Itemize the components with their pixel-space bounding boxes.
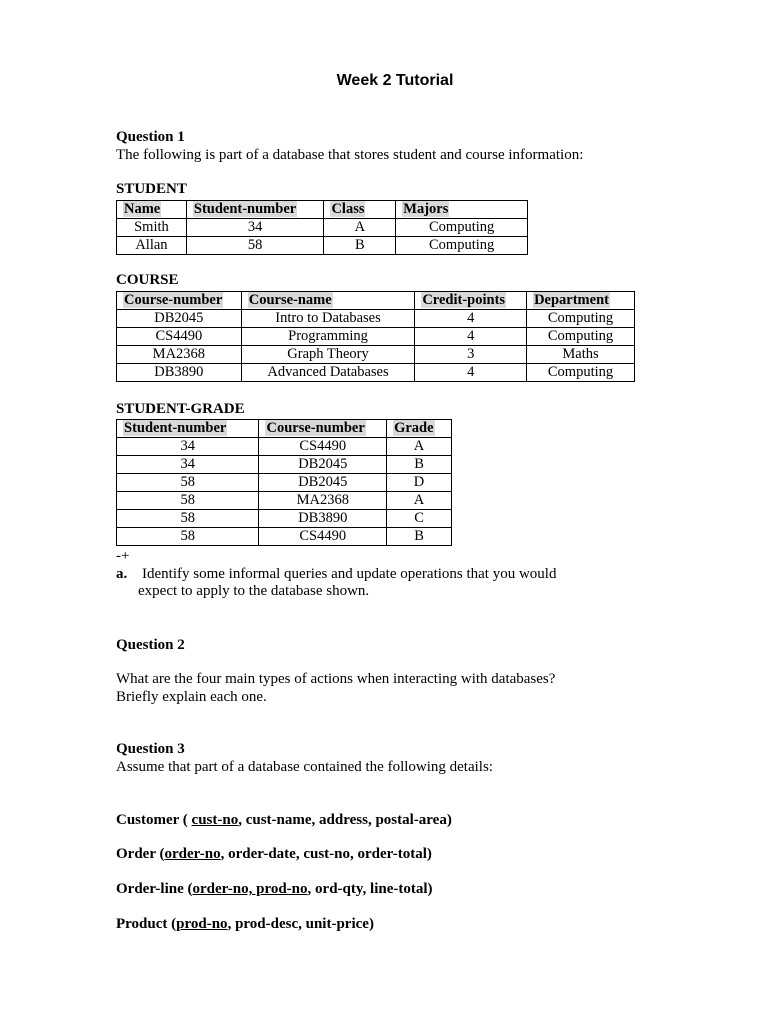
order-relation: Order (order-no, order-date, cust-no, order-total) <box>116 846 432 862</box>
table-cell: Computing <box>396 237 528 255</box>
table-row <box>117 492 452 510</box>
table-cell: B <box>387 528 452 546</box>
item-a-line-1: Identify some informal queries and update operations that you would <box>142 566 557 582</box>
column-header: Course-name <box>241 292 415 310</box>
table-header-row <box>117 201 528 219</box>
table-cell: 34 <box>186 219 324 237</box>
question-2-line-1: What are the four main types of actions when interacting with databases? <box>116 671 556 687</box>
student-grade-table <box>116 419 452 546</box>
table-cell: A <box>387 492 452 510</box>
table-cell: 4 <box>415 364 527 382</box>
column-header: Department <box>527 292 635 310</box>
table-cell: CS4490 <box>259 438 387 456</box>
table-row <box>117 510 452 528</box>
table-row <box>117 310 635 328</box>
table-cell: Smith <box>117 219 187 237</box>
table-cell: DB3890 <box>117 364 242 382</box>
table-cell: 3 <box>415 346 527 364</box>
column-header: Course-number <box>117 292 242 310</box>
question-1-item-a <box>116 566 556 600</box>
column-header: Name <box>117 201 187 219</box>
column-header: Student-number <box>186 201 324 219</box>
table-cell: MA2368 <box>259 492 387 510</box>
column-header: Student-number <box>117 420 259 438</box>
table-cell: 58 <box>117 528 259 546</box>
question-3-intro: Assume that part of a database contained the following details: <box>116 759 493 775</box>
table-cell: 34 <box>117 438 259 456</box>
course-table <box>116 291 635 382</box>
table-cell: Maths <box>527 346 635 364</box>
table-cell: DB2045 <box>259 474 387 492</box>
table-cell: Computing <box>396 219 528 237</box>
table-cell: B <box>324 237 396 255</box>
table-row <box>117 328 635 346</box>
column-header: Majors <box>396 201 528 219</box>
item-marker: a. <box>116 566 128 582</box>
column-header: Class <box>324 201 396 219</box>
page-title: Week 2 Tutorial <box>336 72 454 89</box>
table-row <box>117 364 635 382</box>
question-2-line-2: Briefly explain each one. <box>116 689 267 705</box>
table-cell: C <box>387 510 452 528</box>
table-cell: A <box>387 438 452 456</box>
table-cell: Computing <box>527 364 635 382</box>
table-cell: CS4490 <box>117 328 242 346</box>
table-cell: Computing <box>527 328 635 346</box>
table-cell: DB3890 <box>259 510 387 528</box>
product-relation: Product (prod-no, prod-desc, unit-price) <box>116 916 374 932</box>
table-cell: DB2045 <box>259 456 387 474</box>
item-a-line-2: expect to apply to the database shown. <box>138 583 370 599</box>
table-cell: MA2368 <box>117 346 242 364</box>
table-cell: D <box>387 474 452 492</box>
course-table-label: COURSE <box>116 272 179 288</box>
table-cell: CS4490 <box>259 528 387 546</box>
table-cell: Programming <box>241 328 415 346</box>
table-cell: DB2045 <box>117 310 242 328</box>
table-cell: Intro to Databases <box>241 310 415 328</box>
table-cell: Advanced Databases <box>241 364 415 382</box>
table-row <box>117 474 452 492</box>
table-header-row <box>117 292 635 310</box>
table-cell: A <box>324 219 396 237</box>
question-2-heading: Question 2 <box>116 637 185 653</box>
stray-marks: -+ <box>116 548 130 564</box>
table-cell: 58 <box>117 474 259 492</box>
customer-relation: Customer ( cust-no, cust-name, address, postal-area) <box>116 812 452 828</box>
table-cell: 34 <box>117 456 259 474</box>
table-cell: B <box>387 456 452 474</box>
column-header: Credit-points <box>415 292 527 310</box>
table-cell: Computing <box>527 310 635 328</box>
question-3-heading: Question 3 <box>116 741 185 757</box>
question-1-heading: Question 1 <box>116 129 185 145</box>
table-row <box>117 237 528 255</box>
table-cell: Graph Theory <box>241 346 415 364</box>
table-cell: 58 <box>186 237 324 255</box>
table-row <box>117 456 452 474</box>
table-row <box>117 528 452 546</box>
primary-key: order-no <box>164 846 221 862</box>
table-cell: 4 <box>415 310 527 328</box>
column-header: Grade <box>387 420 452 438</box>
primary-key: cust-no <box>191 812 239 828</box>
table-row <box>117 438 452 456</box>
table-cell: Allan <box>117 237 187 255</box>
order-line-relation: Order-line (order-no, prod-no, ord-qty, line-total) <box>116 881 433 897</box>
question-1-intro: The following is part of a database that stores student and course information: <box>116 147 584 163</box>
student-table <box>116 200 528 255</box>
grade-table-label: STUDENT-GRADE <box>116 401 245 417</box>
table-row <box>117 219 528 237</box>
column-header: Course-number <box>259 420 387 438</box>
student-table-label: STUDENT <box>116 181 187 197</box>
table-cell: 58 <box>117 492 259 510</box>
table-cell: 58 <box>117 510 259 528</box>
table-row <box>117 346 635 364</box>
primary-key: prod-no <box>176 916 228 932</box>
table-header-row <box>117 420 452 438</box>
primary-key: order-no, prod-no <box>192 881 308 897</box>
table-cell: 4 <box>415 328 527 346</box>
